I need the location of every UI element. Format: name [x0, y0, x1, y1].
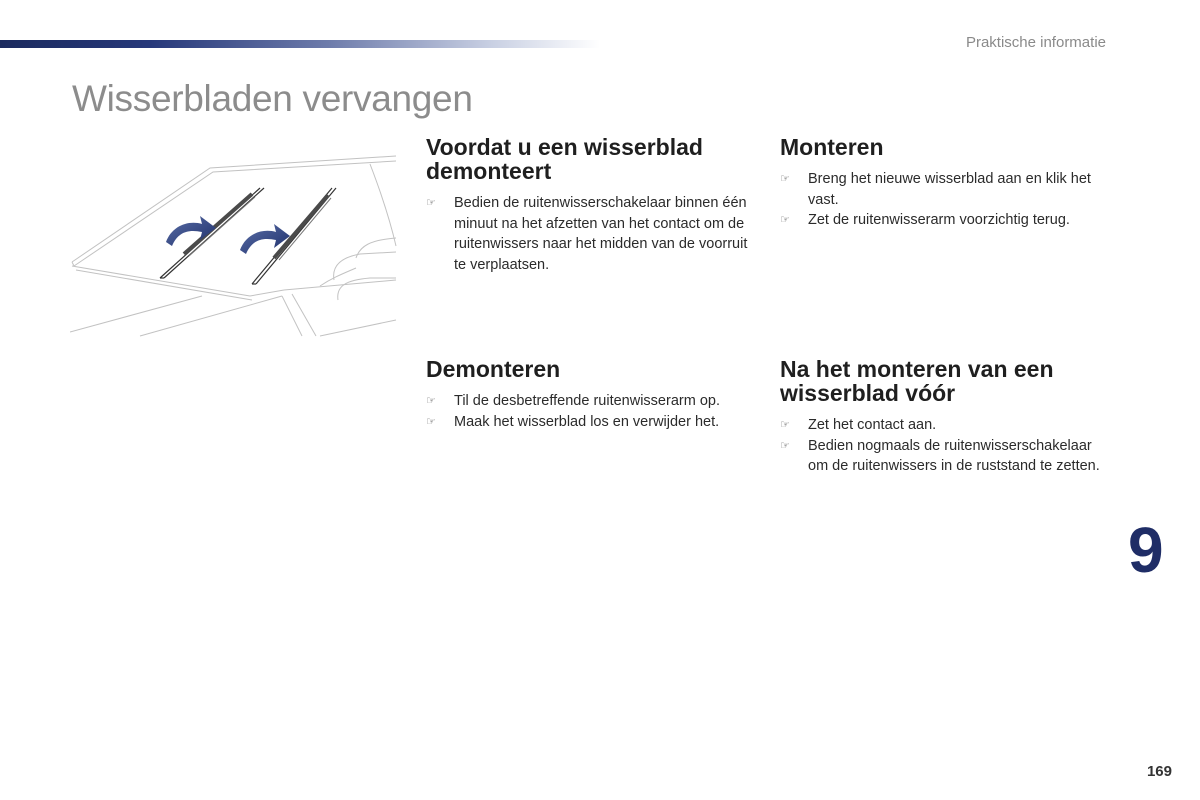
list-item: ☞ Maak het wisserblad los en verwijder het. — [426, 412, 756, 433]
section-removing — [426, 357, 756, 432]
page-title: Wisserbladen vervangen — [72, 78, 473, 119]
section-heading: Demonteren — [426, 356, 561, 382]
hand-pointer-icon: ☞ — [780, 439, 790, 452]
wiper-illustration — [70, 150, 398, 340]
page-number: 169 — [1146, 763, 1172, 780]
section-heading: Na het monteren van een wisserblad vóór — [780, 356, 1054, 406]
hand-pointer-icon: ☞ — [426, 415, 436, 428]
hand-pointer-icon: ☞ — [426, 395, 436, 407]
section-heading: Monteren — [780, 134, 884, 160]
chapter-number: 9 — [1128, 514, 1164, 586]
hand-pointer-icon: ☞ — [426, 197, 436, 209]
list-item: ☞ Zet het contact aan. — [780, 415, 1110, 436]
section-mounting — [780, 135, 1110, 231]
section-after-mounting — [780, 357, 1110, 477]
hand-pointer-icon: ☞ — [780, 173, 790, 185]
hand-pointer-icon: ☞ — [780, 419, 790, 431]
section-before-removal — [426, 135, 756, 275]
rotate-arrow-icon — [166, 216, 216, 246]
section-heading: Voordat u een wisserblad demonteert — [426, 134, 703, 184]
list-item: ☞ Bedien de ruitenwisserschakelaar binnen één minuut na het afzetten van het contact om de ruitenwissers naar het midden van de voorruit te verplaatsen. — [426, 195, 748, 273]
hand-pointer-icon: ☞ — [780, 214, 790, 226]
list-item: ☞ Bedien nogmaals de ruitenwisserschakelaar om de ruitenwissers in de ruststand te zetten. — [780, 437, 1100, 474]
list-item: ☞ Breng het nieuwe wisserblad aan en klik het vast. — [780, 171, 1091, 208]
section-name: Praktische informatie — [965, 34, 1106, 51]
header-gradient-bar — [0, 40, 600, 48]
list-item: ☞ Til de desbetreffende ruitenwisserarm op. — [426, 391, 756, 412]
list-item: ☞ Zet de ruitenwisserarm voorzichtig terug. — [780, 210, 1110, 231]
